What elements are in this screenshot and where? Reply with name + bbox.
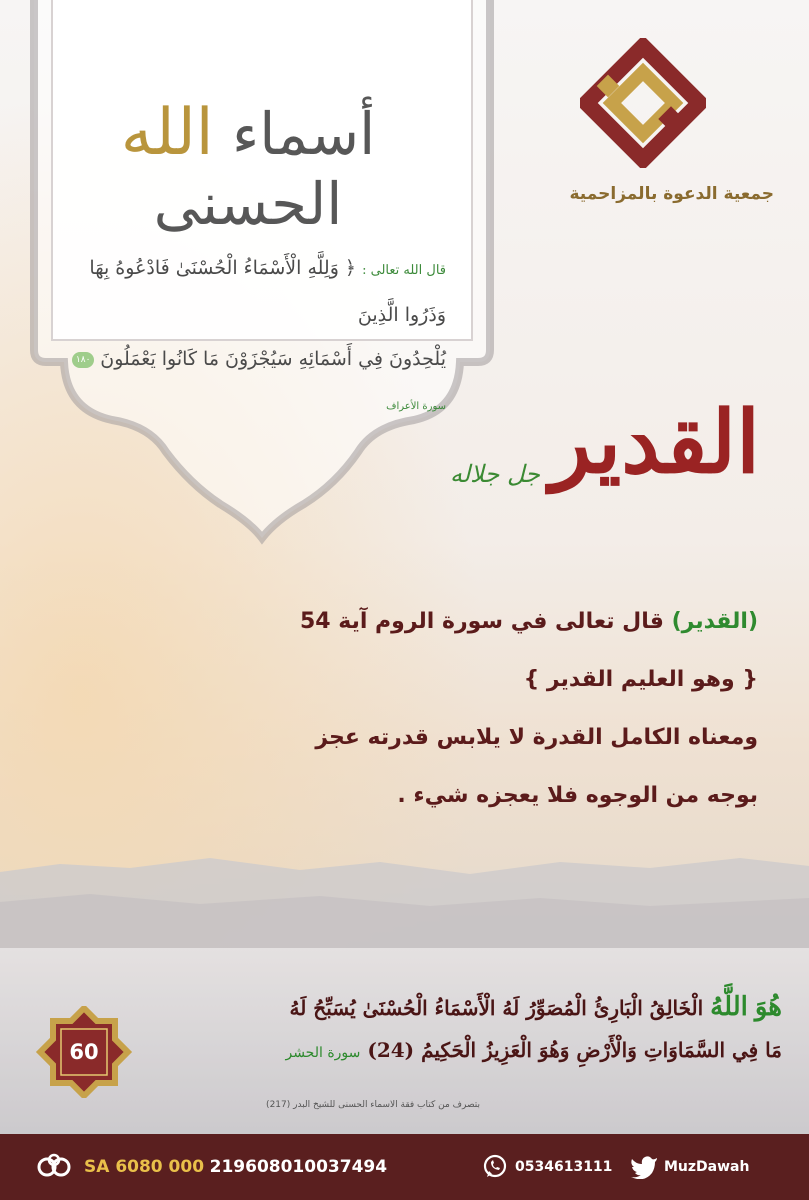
twitter-handle[interactable]: MuzDawah [664, 1159, 750, 1175]
organization-logo [580, 38, 706, 168]
iban-account [84, 1148, 387, 1186]
name-highlight: (القدير) [671, 609, 758, 634]
title-asma-allah-al-husna [48, 96, 448, 238]
title-part-husna: الحسنى [153, 170, 343, 238]
twitter-icon [630, 1155, 658, 1179]
phone-number[interactable]: 0534613111 [515, 1159, 613, 1175]
verse-surah: سورة الأعراف [386, 401, 446, 412]
verse-line-1 [46, 246, 446, 337]
name-number: 60 [69, 1040, 99, 1064]
quran-verse-hashr [150, 984, 782, 1070]
verse-text-1: ﴿ وَلِلَّهِ الْأَسْمَاءُ الْحُسْنَىٰ فَادْعُوهُ بِهَا وَذَرُوا الَّذِينَ [89, 257, 446, 326]
verse-text-2: يُلْحِدُونَ فِي أَسْمَائِهِ سَيُجْزَوْنَ مَا كَانُوا يَعْمَلُونَ [100, 348, 446, 370]
explanation-line-1 [200, 598, 758, 656]
verse-number: ١٨٠ [72, 352, 94, 368]
divine-name: القدير [549, 392, 760, 493]
verse-line-2 [46, 337, 446, 429]
quran-line-2 [150, 1030, 782, 1070]
explanation-text [200, 598, 758, 830]
honorific-jalla-jalaluh: جل جلاله [450, 460, 540, 488]
title-part-asma: أسماء [232, 100, 376, 168]
quran-line-1-text: الْخَالِقُ الْبَارِئُ الْمُصَوِّرُ لَهُ الْأَسْمَاءُ الْحُسْنَىٰ يُسَبِّحُ لَهُ [289, 996, 704, 1020]
quran-hu: هُوَ [754, 992, 782, 1022]
iban-number: 219608010037494 [209, 1157, 388, 1177]
whatsapp-icon [482, 1154, 508, 1180]
quran-line-2-text: مَا فِي السَّمَاوَاتِ وَالْأَرْضِ وَهُوَ الْعَزِيزُ الْحَكِيمُ (24) [367, 1038, 782, 1062]
quran-surah-name: سورة الحشر [285, 1045, 361, 1061]
quran-allah: اللَّهُ [710, 992, 748, 1022]
explanation-line-3: ومعناه الكامل القدرة لا يلابس قدرته عجز [315, 725, 758, 750]
explanation-line-4: بوجه من الوجوه فلا يعجزه شيء . [397, 783, 758, 808]
verse-intro: قال الله تعالى : [362, 263, 446, 278]
explanation-line-2: { وهو العليم القدير } [523, 667, 758, 692]
quran-line-1 [150, 984, 782, 1030]
organization-name: جمعية الدعوة بالمزاحمية [569, 184, 774, 204]
iban-country-code: SA 6080 000 [84, 1157, 205, 1177]
header-verse [46, 246, 446, 429]
explanation-line-1-rest: قال تعالى في سورة الروم آية 54 [299, 609, 664, 634]
bank-logo-icon [34, 1152, 74, 1182]
source-citation: بتصرف من كتاب فقة الاسماء الحسنى للشيخ البدر (217) [266, 1100, 480, 1110]
title-part-allah: الله [120, 96, 214, 170]
